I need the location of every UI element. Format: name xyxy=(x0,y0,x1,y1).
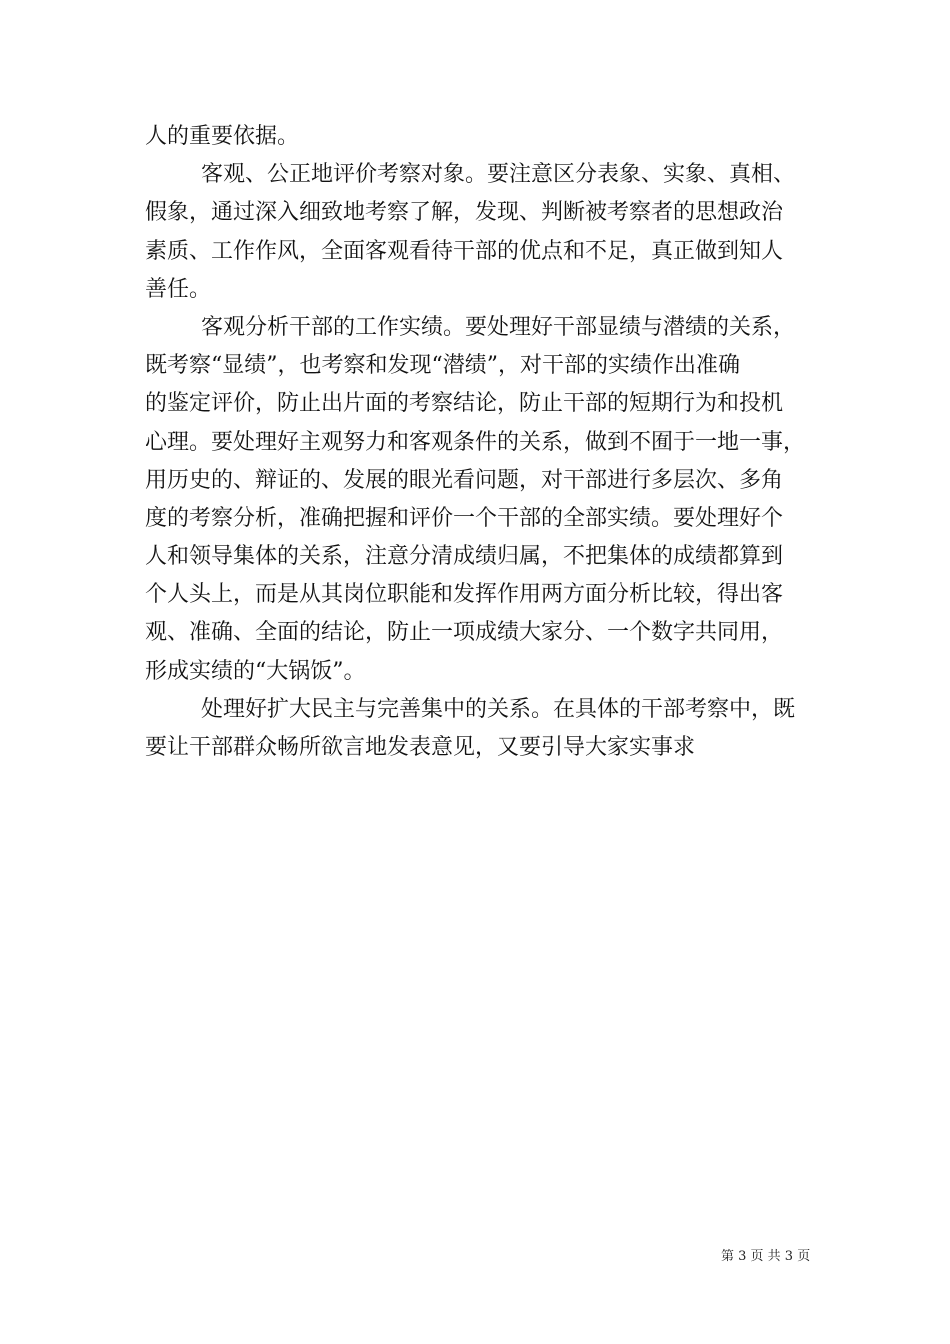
text-line: 善任。 xyxy=(145,276,212,302)
text-line: 客观、公正地评价考察对象。要注意区分表象、实象、真相、 xyxy=(201,162,796,188)
text-line: 个人头上，而是从其岗位职能和发挥作用两方面分析比较，得出客 xyxy=(145,582,784,608)
text-line: 观、准确、全面的结论，防止一项成绩大家分、一个数字共同用， xyxy=(145,620,784,646)
page-number-footer: 第 3 页 共 3 页 xyxy=(721,1249,811,1264)
text-line: 假象，通过深入细致地考察了解，发现、判断被考察者的思想政治 xyxy=(145,200,784,226)
text-line: 客观分析干部的工作实绩。要处理好干部显绩与潜绩的关系， xyxy=(201,314,796,340)
text-line: 要让干部群众畅所欲言地发表意见，又要引导大家实事求 xyxy=(145,735,696,760)
document-body xyxy=(145,118,805,767)
text-line: 人和领导集体的关系，注意分清成绩归属，不把集体的成绩都算到 xyxy=(145,544,784,570)
text-line: 度的考察分析，准确把握和评价一个干部的全部实绩。要处理好个 xyxy=(145,505,784,531)
text-line: 素质、工作作风，全面客观看待干部的优点和不足，真正做到知人 xyxy=(145,238,784,264)
text-line: 的鉴定评价，防止出片面的考察结论，防止干部的短期行为和投机 xyxy=(145,391,784,417)
text-line: 人的重要依据。 xyxy=(145,124,300,149)
text-line: 形成实绩的“大锅饭”。 xyxy=(145,658,366,684)
text-line: 心理。要处理好主观努力和客观条件的关系，做到不囿于一地一事， xyxy=(145,429,806,455)
text-line: 处理好扩大民主与完善集中的关系。在具体的干部考察中，既 xyxy=(201,696,796,722)
text-line: 用历史的、辩证的、发展的眼光看问题，对干部进行多层次、多角 xyxy=(145,467,784,493)
text-line: 既考察“显绩”，也考察和发现“潜绩”，对干部的实绩作出准确 xyxy=(145,353,740,379)
